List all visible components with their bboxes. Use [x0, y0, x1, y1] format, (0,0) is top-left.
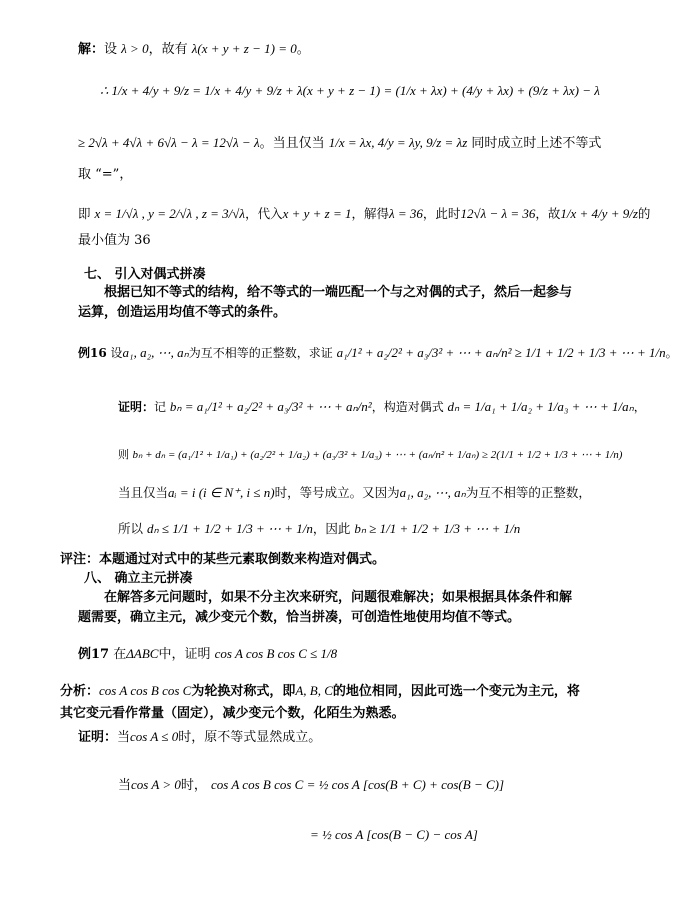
analysis: [60, 680, 580, 725]
proof-label: 证明：: [118, 400, 155, 414]
math: aᵢ = i (i ∈ N⁺, i ≤ n): [168, 485, 275, 500]
proof-label: 证明：: [78, 730, 118, 745]
proof-17-line-1: [78, 728, 321, 747]
text: 设: [104, 42, 118, 57]
solution-line-6: [78, 232, 151, 250]
text: 当: [117, 730, 131, 745]
math: 1/x = λx, 4/y = λy, 9/z = λz: [328, 135, 468, 150]
proof-16-line-2: [118, 446, 622, 464]
math: ΔABC: [126, 646, 159, 661]
text: ，解得: [351, 206, 390, 221]
example-16: [78, 344, 678, 362]
math: cos A cos B cos C: [99, 683, 192, 698]
math: A, B, C: [295, 683, 333, 698]
text: 记: [154, 400, 167, 414]
math: ≥ 2√λ + 4√λ + 6√λ − λ = 12√λ − λ: [78, 135, 260, 150]
text: 即: [78, 206, 91, 221]
math: cos A ≤ 0: [130, 729, 179, 744]
text: 时，原不等式显然成立。: [178, 730, 322, 745]
solution-line-5: [78, 205, 650, 223]
math: a₁, a₂, ⋯, aₙ: [399, 485, 466, 500]
solution-line-2: [100, 82, 600, 101]
math: a₁, a₂, ⋯, aₙ: [122, 345, 189, 360]
text: 。: [296, 42, 310, 57]
math: bₙ = a₁/1² + a₂/2² + a₃/3² + ⋯ + aₙ/n²: [169, 399, 372, 414]
text: 当: [118, 778, 132, 793]
math: a₁/1² + a₂/2² + a₃/3² + ⋯ + aₙ/n² ≥ 1/1 + 1/2 + 1/3 + ⋯ + 1/n: [336, 345, 666, 360]
math: λ = 36: [389, 206, 423, 221]
text: ，此时: [422, 206, 461, 221]
math: cos A > 0: [131, 777, 181, 792]
text: 为互不相等的正整数，: [465, 485, 591, 500]
math: λ(x + y + z − 1) = 0: [191, 41, 297, 56]
math: cos A cos B cos C ≤ 1/8: [214, 646, 338, 661]
text: 中，证明: [158, 647, 211, 662]
proof-16-line-3: [118, 484, 591, 502]
solution-label: 解：: [78, 42, 105, 57]
math: ∴ 1/x + 4/y + 9/z = 1/x + 4/y + 9/z + λ(x + y + z − 1) = (1/x + λx) + (4/y + λx) + (9/z + λx) − λ: [100, 83, 600, 98]
proof-16-line-4: [118, 520, 520, 538]
section-7-title: 七、 引入对偶式拼凑: [84, 267, 206, 282]
text: 设: [110, 346, 123, 360]
text: 。: [665, 346, 678, 360]
math: 12√λ − λ = 36: [460, 206, 536, 221]
math: 1/x + 4/y + 9/z: [560, 206, 638, 221]
text: ，: [633, 400, 646, 414]
math: bₙ + dₙ = (a₁/1² + 1/a₁) + (a₂/2² + 1/a₂) + (a₃/3² + 1/a₃) + ⋯ + (aₙ/n² + 1/aₙ) ≥ 2(1/1 + 1/2 + 1/3 + ⋯ + 1/n): [132, 449, 623, 461]
section-8-body: 在解答多元问题时，如果不分主次来研究，问题很难解决；如果根据具体条件和解题需要，确立主元，减少变元个数，恰当拼凑，可创造性地使用均值不等式。: [78, 590, 573, 625]
math: x = 1/√λ , y = 2/√λ , z = 3/√λ: [94, 206, 246, 221]
text: ，故: [535, 206, 561, 221]
text: ，代入: [245, 206, 283, 221]
math: λ > 0: [121, 41, 149, 56]
math: dₙ = 1/a₁ + 1/a₂ + 1/a₃ + ⋯ + 1/aₙ: [447, 399, 634, 414]
text: 时，: [180, 778, 207, 793]
proof-16-line-1: [118, 398, 646, 416]
text: 时，等号成立。又因为: [274, 485, 400, 500]
math: dₙ ≤ 1/1 + 1/2 + 1/3 + ⋯ + 1/n: [147, 521, 313, 536]
text: 取 “=”，: [78, 167, 133, 182]
math: x + y + z = 1: [282, 206, 352, 221]
example-label: 例16: [78, 346, 107, 360]
text: 同时成立时上述不等式: [471, 136, 602, 151]
remark: 评注：本题通过对式中的某些元素取倒数来构造对偶式。: [60, 552, 386, 567]
math: cos A cos B cos C = ½ cos A [cos(B + C) + cos(B − C)]: [211, 777, 505, 792]
section-8-title: 八、 确立主元拼凑: [84, 571, 193, 586]
text: 在: [113, 647, 127, 662]
text: 所以: [118, 521, 144, 536]
proof-17-line-2: [118, 776, 504, 795]
text: ，故有: [148, 42, 188, 57]
proof-17-line-3: [310, 826, 478, 845]
text: 的: [637, 206, 651, 221]
text: ，构造对偶式: [371, 400, 444, 414]
analysis-label: 分析：: [60, 684, 100, 699]
text: 为互不相等的正整数，求证: [188, 346, 333, 360]
example-label: 例17: [78, 647, 110, 662]
text: 的地位相同，因此可选一个变元为主元，将其它变元看作常量（固定），减少变元个数，化陌生为熟悉。: [60, 684, 580, 721]
section-7-body: 根据已知不等式的结构，给不等式的一端匹配一个与之对偶的式子，然后一起参与运算，创造运用均值不等式的条件。: [78, 285, 573, 320]
solution-line-1: [78, 40, 310, 59]
text: 。当且仅当: [259, 136, 325, 151]
solution-line-3: [78, 134, 601, 153]
text: 当且仅当: [118, 485, 169, 500]
text: 为轮换对称式，即: [191, 684, 296, 699]
solution-line-4: [78, 166, 132, 184]
text: 则: [118, 448, 129, 461]
example-17: [78, 645, 337, 664]
text: 最小值为 36: [78, 233, 151, 248]
math: bₙ ≥ 1/1 + 1/2 + 1/3 + ⋯ + 1/n: [354, 521, 521, 536]
math: = ½ cos A [cos(B − C) − cos A]: [310, 827, 478, 842]
text: ，因此: [312, 521, 351, 536]
